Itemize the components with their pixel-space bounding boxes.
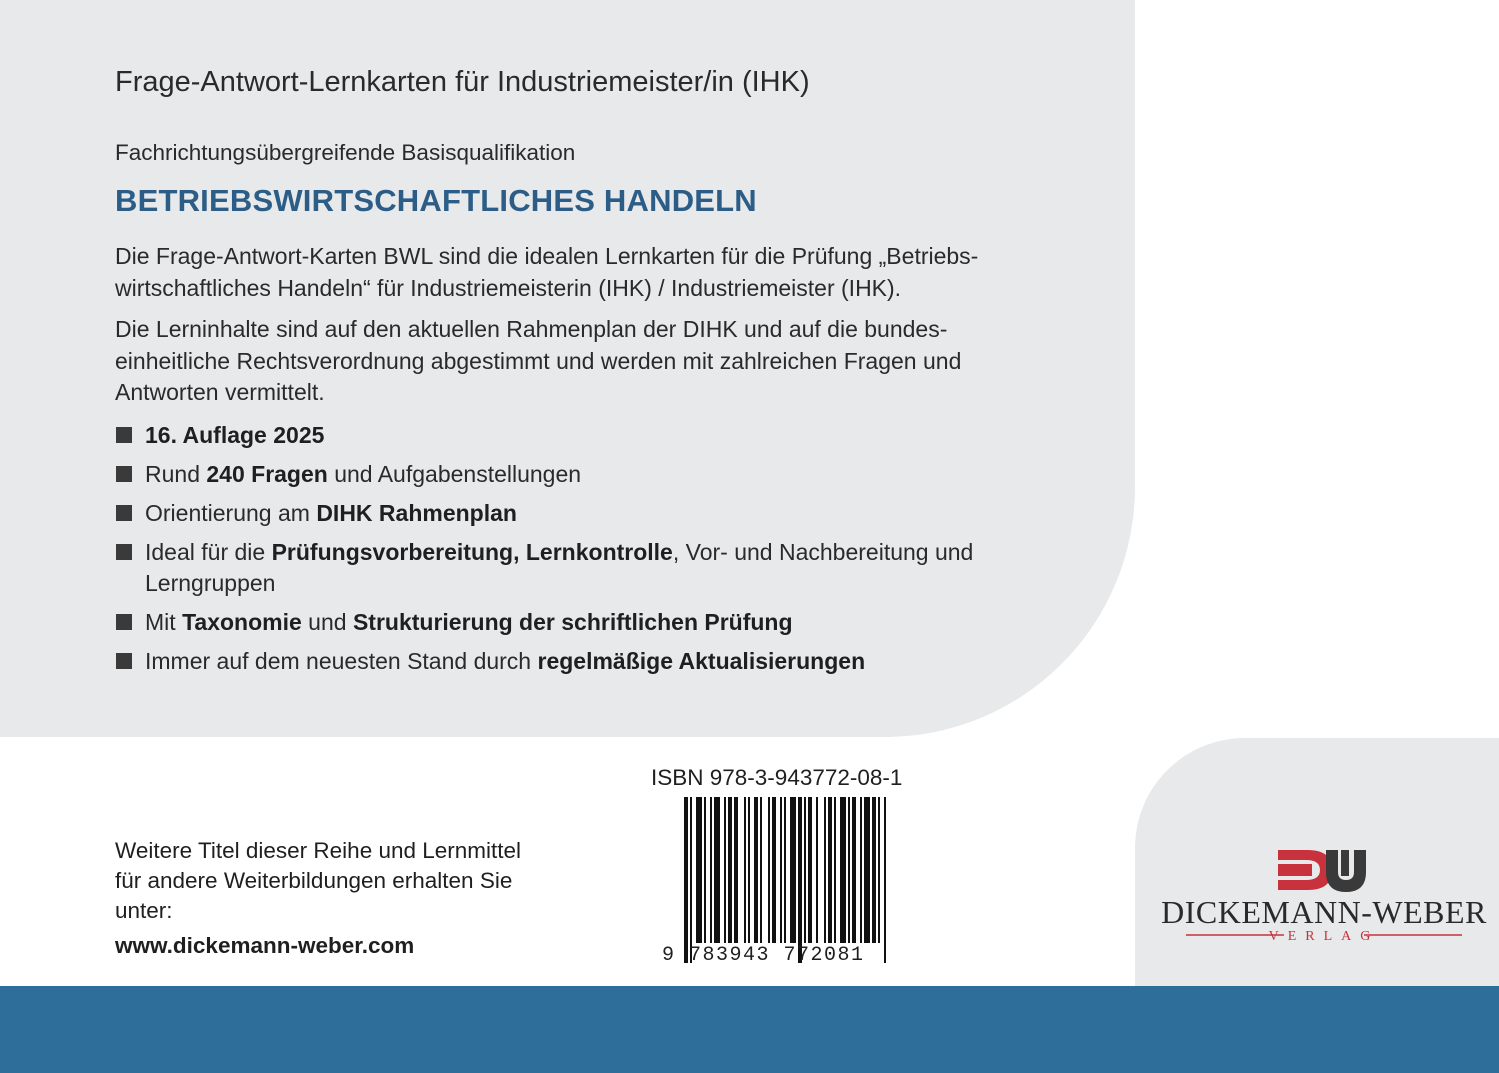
- barcode-bar: [780, 797, 782, 943]
- publisher-logo: [1161, 840, 1487, 950]
- paragraph-line: wirtschaftliches Handeln“ für Industriemeisterin (IHK) / Industriemeister (IHK).: [115, 274, 902, 301]
- website-link[interactable]: www.dickemann-weber.com: [115, 933, 415, 958]
- barcode-bar: [878, 797, 880, 943]
- description-paragraph-1: [115, 241, 1055, 304]
- barcode-bar: [684, 797, 688, 963]
- barcode-bar: [772, 797, 776, 943]
- feature-text: Ideal für die: [145, 539, 272, 565]
- bullet-square-icon: [116, 466, 132, 482]
- series-title: Frage-Antwort-Lernkarten für Industriemeister/in (IHK): [115, 66, 810, 98]
- barcode-bar: [872, 797, 876, 943]
- publisher-name: DICKEMANN-WEBER: [1161, 894, 1487, 930]
- feature-item: [115, 420, 1075, 451]
- subtitle: Fachrichtungsübergreifende Basisqualifikation: [115, 140, 576, 165]
- barcode-bar: [728, 797, 732, 943]
- barcode-bar: [710, 797, 712, 943]
- barcode-bar: [790, 797, 796, 943]
- feature-bold: regelmäßige Aktualisierungen: [537, 648, 866, 674]
- footer-bar: [0, 986, 1499, 1073]
- barcode: [660, 795, 900, 967]
- feature-list: [115, 420, 1075, 685]
- barcode-bar: [734, 797, 738, 943]
- barcode-bar: [754, 797, 758, 943]
- note-line: für andere Weiterbildungen erhalten Sie: [115, 868, 513, 893]
- barcode-bar: [760, 797, 762, 943]
- feature-text: Mit: [145, 609, 183, 635]
- barcode-bar: [744, 797, 746, 943]
- barcode-bar: [884, 797, 886, 963]
- barcode-bar: [696, 797, 702, 943]
- feature-bold: Taxonomie: [182, 609, 302, 635]
- barcode-bar: [784, 797, 786, 943]
- barcode-bar: [804, 797, 806, 943]
- paragraph-line: Die Frage-Antwort-Karten BWL sind die idealen Lernkarten für die Prüfung „Betriebs-: [115, 243, 979, 269]
- feature-item: [115, 646, 1075, 677]
- paragraph-line: Antworten vermittelt.: [115, 379, 325, 405]
- feature-item: [115, 537, 1075, 599]
- paragraph-line: einheitliche Rechtsverordnung abgestimmt und werden mit zahlreichen Fragen und: [115, 347, 962, 374]
- dw-monogram-icon: [1278, 850, 1366, 892]
- feature-text: Rund: [145, 461, 207, 487]
- publisher-sub: VERLAG: [1268, 929, 1380, 944]
- barcode-icon: [660, 795, 900, 967]
- barcode-bar: [824, 797, 826, 943]
- bullet-square-icon: [116, 614, 132, 630]
- barcode-bar: [840, 797, 846, 943]
- note-line: unter:: [115, 898, 173, 923]
- barcode-bar: [690, 797, 692, 963]
- bullet-square-icon: [116, 544, 132, 560]
- feature-bold: 240 Fragen: [206, 461, 328, 487]
- feature-bold: Strukturierung der schriftlichen Prüfung: [352, 609, 793, 635]
- feature-text: und: [301, 609, 353, 635]
- book-title: BETRIEBSWIRTSCHAFTLICHES HANDELN: [115, 183, 757, 218]
- feature-text: Lerngruppen: [145, 570, 276, 596]
- paragraph-line: Die Lerninhalte sind auf den aktuellen Rahmenplan der DIHK und auf die bundes-: [115, 316, 948, 342]
- isbn-label: ISBN 978-3-943772-08-1: [651, 765, 903, 790]
- feature-item: [115, 459, 1075, 490]
- feature-item: [115, 498, 1075, 529]
- barcode-bar: [828, 797, 832, 943]
- bullet-square-icon: [116, 427, 132, 443]
- feature-bold: DIHK Rahmenplan: [316, 500, 517, 526]
- feature-bold: Prüfungsvorbereitung, Lernkontrolle: [271, 539, 673, 565]
- barcode-bar: [808, 797, 812, 943]
- description-paragraph-2: [115, 314, 1055, 409]
- feature-item: [115, 607, 1075, 638]
- feature-text: Immer auf dem neuesten Stand durch: [145, 648, 538, 674]
- barcode-bar: [860, 797, 862, 943]
- bullet-square-icon: [116, 505, 132, 521]
- barcode-digits: 9 783943 772081: [662, 944, 865, 967]
- barcode-bar: [864, 797, 870, 943]
- barcode-bar: [852, 797, 856, 943]
- feature-text: und Aufgabenstellungen: [327, 461, 582, 487]
- barcode-bar: [714, 797, 720, 943]
- feature-bold: 16. Auflage 2025: [145, 422, 325, 448]
- note-line: Weitere Titel dieser Reihe und Lernmittel: [115, 838, 522, 863]
- barcode-bar: [768, 797, 770, 943]
- barcode-bar: [816, 797, 818, 943]
- feature-text: , Vor- und Nachbereitung und: [672, 539, 974, 565]
- bullet-square-icon: [116, 653, 132, 669]
- barcode-bar: [798, 797, 802, 963]
- barcode-bar: [724, 797, 726, 943]
- feature-text: Orientierung am: [145, 500, 317, 526]
- barcode-bar: [748, 797, 750, 943]
- barcode-bar: [848, 797, 850, 943]
- more-titles-note: [115, 836, 521, 926]
- barcode-bar: [834, 797, 836, 943]
- barcode-bar: [704, 797, 706, 943]
